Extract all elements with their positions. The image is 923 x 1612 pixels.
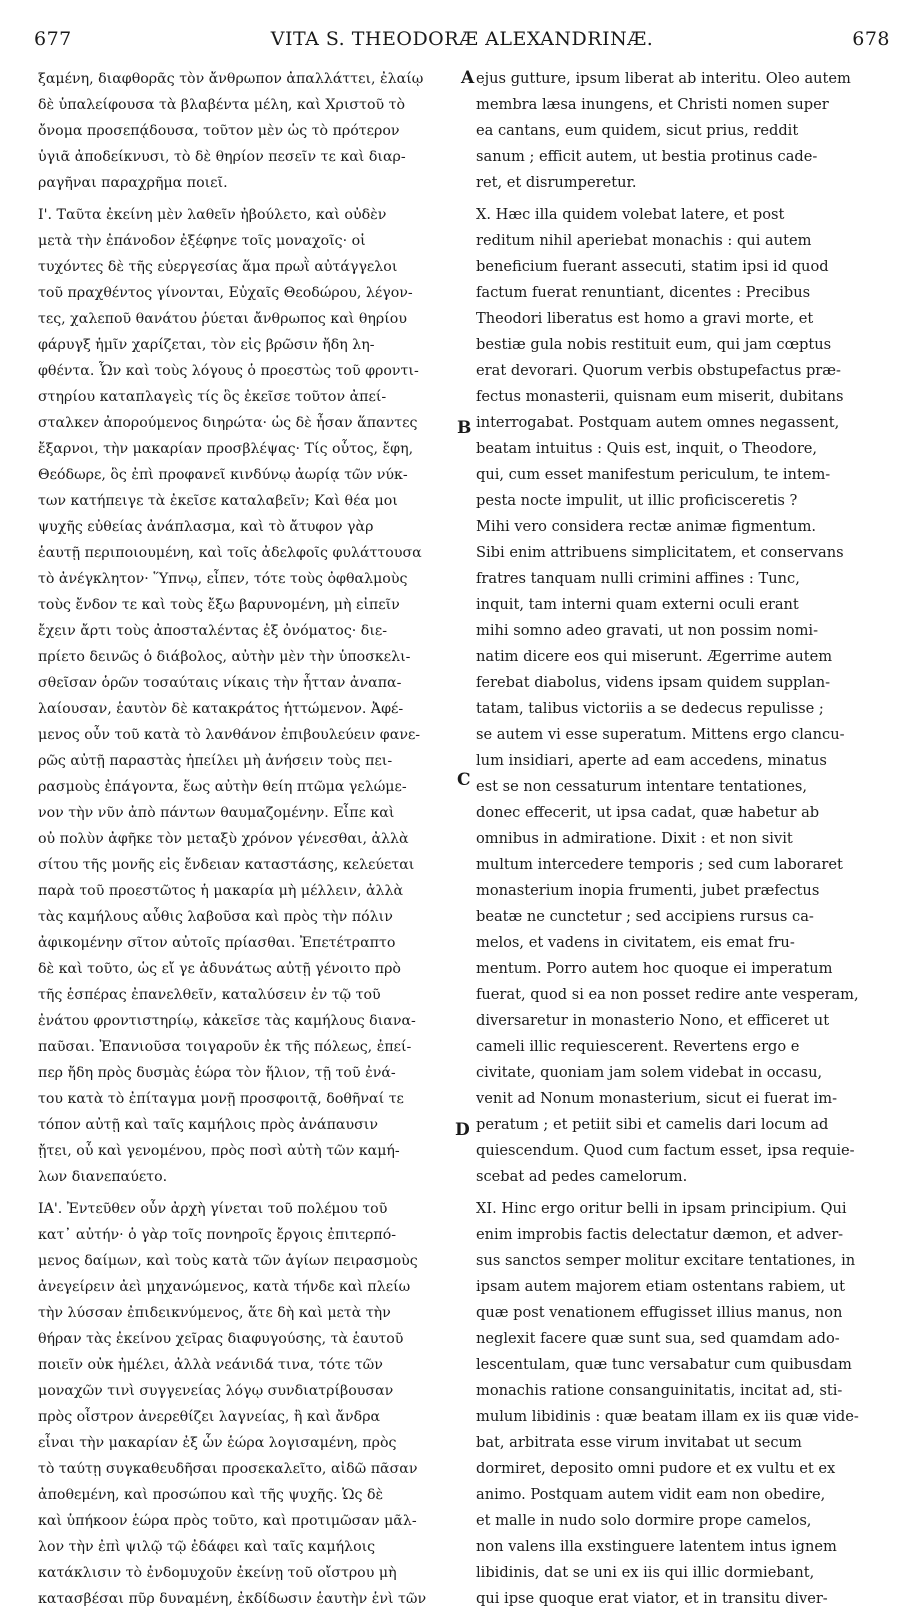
text-line: membra læsa inungens, et Christi nomen super (476, 96, 829, 113)
text-line: erat devorari. Quorum verbis obstupefactus præ- (476, 362, 841, 379)
text-line: ferebat diabolus, videns ipsam quidem supplan- (476, 674, 831, 691)
text-line: κατάκλισιν τὸ ἐνδομυχοῦν ἐκείνῃ τοῦ οἴστρου μὴ (38, 1565, 397, 1581)
text-line: cameli illic requiescerent. Revertens ergo e (476, 1038, 800, 1055)
text-line: fectus monasterii, quisnam eum miserit, dubitans (476, 388, 844, 405)
section-marker-b: B (457, 418, 472, 438)
text-line: τῆς ἑσπέρας ἐπανελθεῖν, καταλύσειν ἐν τῷ τοῦ (38, 987, 381, 1003)
text-line: Mihi vero considera rectæ animæ figmentum. (476, 518, 817, 535)
text-line: beatam intuitus : Quis est, inquit, o Theodore, (476, 440, 818, 457)
text-line: μενος οὖν τοῦ κατὰ τὸ λανθάνον ἐπιβουλεύειν φανε- (38, 727, 421, 743)
text-line: λων διανεπαύετο. (38, 1169, 168, 1185)
text-line: inquit, tam interni quam externi oculi erant (476, 596, 799, 613)
text-line: qui, cum esset manifestum periculum, te intem- (476, 466, 831, 483)
text-line: οὐ πολὺν ἀφῆκε τὸν μεταξὺ χρόνον γένεσθαι, ἀλλὰ (38, 831, 409, 847)
text-line: ρασμοὺς ἐπάγοντα, ἕως αὐτὴν θείη πτῶμα γελώμε- (38, 779, 407, 795)
text-line: monachis ratione consanguinitatis, incitat ad, sti- (476, 1382, 843, 1399)
text-line: πρίετο δεινῶς ὁ διάβολος, αὐτὴν μὲν τὴν ὑποσκελι- (38, 649, 411, 665)
text-line: σταλκεν ἀπορούμενος διηρώτα· ὡς δὲ ἦσαν ἅπαντες (38, 415, 418, 431)
text-line: ret, et disrumperetur. (476, 174, 637, 191)
text-line: ραγῆναι παραχρῆμα ποιεῖ. (38, 175, 228, 191)
text-line: ρῶς αὐτῇ παραστὰς ἠπείλει μὴ ἀνήσειν τοὺς πει- (38, 753, 393, 769)
text-line: civitate, quoniam jam solem videbat in occasu, (476, 1064, 823, 1081)
greek-column (38, 66, 458, 1612)
running-title: VITA S. THEODORÆ ALEXANDRINÆ. (270, 28, 654, 50)
text-line: του κατὰ τὸ ἐπίταγμα μονῇ προσφοιτᾷ, δοθῆναί τε (38, 1091, 404, 1107)
text-line: multum intercedere temporis ; sed cum laboraret (476, 856, 843, 873)
text-line: peratum ; et petiit sibi et camelis dari locum ad (476, 1116, 829, 1133)
text-line: σθεῖσαν ὁρῶν τοσαύταις νίκαις τὴν ἧτταν ἀναπα- (38, 675, 402, 691)
text-line: scebat ad pedes camelorum. (476, 1168, 688, 1185)
text-line: sanum ; efficit autem, ut bestia protinus cade- (476, 148, 818, 165)
text-line: monasterium inopia frumenti, jubet præfectus (476, 882, 820, 899)
text-line: lescentulam, quæ tunc versabatur cum quibusdam (476, 1356, 852, 1373)
text-line: qui ipse quoque erat viator, et in transitu diver- (476, 1590, 828, 1607)
text-line: diversaretur in monasterio Nono, et efficeret ut (476, 1012, 830, 1029)
text-line: bat, arbitrata esse virum invitabat ut secum (476, 1434, 802, 1451)
text-line: τὸ ἀνέγκλητον· Ὕπνῳ, εἶπεν, τότε τοὺς ὀφθαλμοὺς (38, 571, 408, 587)
text-line: venit ad Nonum monasterium, sicut ei fuerat im- (476, 1090, 838, 1107)
text-line: τόπον αὐτῇ καὶ ταῖς καμήλοις πρὸς ἀνάπαυσιν (38, 1117, 378, 1133)
text-line: παῦσαι. Ἐπανιοῦσα τοιγαροῦν ἐκ τῆς πόλεως, ἐπεί- (38, 1039, 412, 1055)
text-line: Θεόδωρε, ὃς ἐπὶ προφανεῖ κινδύνῳ ἀωρίᾳ τῶν νύκ- (38, 467, 408, 483)
section-marker-c: C (457, 770, 471, 790)
text-line: dormiret, deposito omni pudore et ex vultu et ex (476, 1460, 836, 1477)
text-line: beneficium fuerant assecuti, statim ipsi id quod (476, 258, 829, 275)
text-line: enim improbis factis delectatur dæmon, et adver- (476, 1226, 844, 1243)
text-line: et malle in nudo solo dormire prope camelos, (476, 1512, 812, 1529)
text-line: mihi somno adeo gravati, ut non possim nomi- (476, 622, 819, 639)
text-line: bestiæ gula nobis restituit eum, qui jam cœptus (476, 336, 832, 353)
text-line: νον τὴν νῦν ἀπὸ πάντων θαυμαζομένην. Εἶπε καὶ (38, 805, 395, 821)
text-line: ἐνάτου φροντιστηρίῳ, κἀκεῖσε τὰς καμήλους διανα- (38, 1013, 416, 1029)
text-line: ᾔτει, οὗ καὶ γενομένου, πρὸς ποσὶ αὐτὴ τῶν καμή- (38, 1143, 400, 1159)
latin-column (476, 66, 888, 1612)
text-line: ἀνεγείρειν ἀεὶ μηχανώμενος, κατὰ τήνδε καὶ πλείω (38, 1279, 411, 1295)
text-line: ἔξαρνοι, τὴν μακαρίαν προσβλέψας· Τίς οὗτος, ἔφη, (38, 441, 414, 457)
page-number-right: 678 (852, 28, 890, 50)
text-line: quæ post venationem effugisset illius manus, non (476, 1304, 843, 1321)
text-line: τοὺς ἔνδον τε καὶ τοὺς ἔξω βαρυνομένη, μὴ εἰπεῖν (38, 597, 400, 613)
text-line: fratres tanquam nulli crimini affines : Tunc, (476, 570, 800, 587)
text-line: sus sanctos semper molitur excitare tentationes, in (476, 1252, 856, 1269)
text-line: est se non cessaturum intentare tentationes, (476, 778, 807, 795)
text-line: mentum. Porro autem hoc quoque ei imperatum (476, 960, 833, 977)
text-line: animo. Postquam autem vidit eam non obedire, (476, 1486, 826, 1503)
text-line: ἑαυτῇ περιποιουμένη, καὶ τοῖς ἀδελφοῖς φυλάττουσα (38, 545, 422, 561)
text-line: παρὰ τοῦ προεστῶτος ἡ μακαρία μὴ μέλλειν, ἀλλὰ (38, 883, 404, 899)
text-line: factum fuerat renuntiant, dicentes : Precibus (476, 284, 811, 301)
text-line: ψυχῆς εὐθείας ἀνάπλασμα, καὶ τὸ ἄτυφον γὰρ (38, 519, 374, 535)
text-line: omnibus in admiratione. Dixit : et non sivit (476, 830, 793, 847)
text-line: τες, χαλεποῦ θανάτου ῥύεται ἄνθρωπος καὶ θηρίου (38, 311, 407, 327)
text-line: τυχόντες δὲ τῆς εὐεργεσίας ἅμα πρωῒ αὐτάγγελοι (38, 259, 398, 275)
text-line: se autem vi esse superatum. Mittens ergo clancu- (476, 726, 845, 743)
text-line: interrogabat. Postquam autem omnes negassent, (476, 414, 840, 431)
text-line: φάρυγξ ἡμῖν χαρίζεται, τὸν εἰς βρῶσιν ἤδη λη- (38, 337, 375, 353)
text-line: Theodori liberatus est homo a gravi morte, et (476, 310, 814, 327)
text-line: φθέντα. Ὧν καὶ τοὺς λόγους ὁ προεστὼς τοῦ φροντι- (38, 363, 419, 379)
text-line: donec effecerit, ut ipsa cadat, quæ habetur ab (476, 804, 820, 821)
text-line: ἀφικομένην σῖτον αὐτοῖς πρίασθαι. Ἐπετέτραπτο (38, 935, 396, 951)
text-line: ποιεῖν οὐκ ἠμέλει, ἀλλὰ νεάνιδά τινα, τότε τῶν (38, 1357, 383, 1373)
text-line: καὶ ὑπήκοον ἑώρα πρὸς τοῦτο, καὶ προτιμῶσαν μᾶλ- (38, 1513, 417, 1529)
text-line: reditum nihil aperiebat monachis : qui autem (476, 232, 812, 249)
text-line: μετὰ τὴν ἐπάνοδον ἐξέφηνε τοῖς μοναχοῖς· οἱ (38, 233, 366, 249)
text-line: melos, et vadens in civitatem, eis emat fru- (476, 934, 795, 951)
text-line: δὲ καὶ τοῦτο, ὡς εἴ γε ἀδυνάτως αὐτῇ γένοιτο πρὸ (38, 961, 401, 977)
text-line: mulum libidinis : quæ beatam illam ex iis quæ vide- (476, 1408, 859, 1425)
section-marker-a: A (461, 68, 475, 88)
text-line: quiescendum. Quod cum factum esset, ipsa requie- (476, 1142, 855, 1159)
text-line: μοναχῶν τινὶ συγγενείας λόγῳ συνδιατρίβουσαν (38, 1383, 394, 1399)
section-marker-d: D (455, 1120, 470, 1140)
text-line: Sibi enim attribuens simplicitatem, et conservans (476, 544, 844, 561)
text-line: ὄνομα προσεπᾴδουσα, τοῦτον μὲν ὡς τὸ πρότερον (38, 123, 400, 139)
text-line: Ι'. Ταῦτα ἐκείνη μὲν λαθεῖν ἠβούλετο, καὶ οὐδὲν (38, 207, 387, 223)
text-line: X. Hæc illa quidem volebat latere, et post (476, 206, 785, 223)
text-line: XI. Hinc ergo oritur belli in ipsam principium. Qui (476, 1200, 847, 1217)
text-line: lum insidiari, aperte ad eam accedens, minatus (476, 752, 827, 769)
text-line: κατασβέσαι πῦρ δυναμένη, ἐκδίδωσιν ἑαυτὴν ἑνὶ τῶν (38, 1591, 427, 1607)
text-line: εἶναι τὴν μακαρίαν ἐξ ὧν ἑώρα λογισαμένη, πρὸς (38, 1435, 397, 1451)
text-line: κατ᾽ αὐτήν· ὁ γὰρ τοῖς πονηροῖς ἔργοις ἐπιτερπό- (38, 1227, 397, 1243)
text-line: των κατήπειγε τὰ ἐκεῖσε καταλαβεῖν; Καὶ θέα μοι (38, 493, 398, 509)
text-line: pesta nocte impulit, ut illic proficisceretis ? (476, 492, 798, 509)
text-line: ἀποθεμένη, καὶ προσώπου καὶ τῆς ψυχῆς. Ὡς δὲ (38, 1487, 384, 1503)
text-line: ΙΑ'. Ἐντεῦθεν οὖν ἀρχὴ γίνεται τοῦ πολέμου τοῦ (38, 1201, 388, 1217)
text-line: τοῦ πραχθέντος γίνονται, Εὐχαῖς Θεοδώρου, λέγον- (38, 285, 413, 301)
text-line: ὑγιᾶ ἀποδείκνυσι, τὸ δὲ θηρίον πεσεῖν τε καὶ διαρ- (38, 149, 406, 165)
page-number-left: 677 (34, 28, 72, 50)
text-line: μενος δαίμων, καὶ τοὺς κατὰ τῶν ἁγίων πειρασμοὺς (38, 1253, 418, 1269)
text-line: beatæ ne cunctetur ; sed accipiens rursus ca- (476, 908, 814, 925)
text-line: ξαμένη, διαφθορᾶς τὸν ἄνθρωπον ἀπαλλάττει, ἐλαίῳ (38, 71, 424, 87)
text-line: ipsam autem majorem etiam ostentans rabiem, ut (476, 1278, 846, 1295)
text-line: tatam, talibus victoriis a se dedecus repulisse ; (476, 700, 824, 717)
text-line: ἔχειν ἄρτι τοὺς ἀποσταλέντας ἐξ ὀνόματος· διε- (38, 623, 388, 639)
text-line: δὲ ὑπαλείφουσα τὰ βλαβέντα μέλη, καὶ Χριστοῦ τὸ (38, 97, 406, 113)
text-line: ea cantans, eum quidem, sicut prius, reddit (476, 122, 799, 139)
text-line: non valens illa exstinguere latentem intus ignem (476, 1538, 837, 1555)
text-line: σίτου τῆς μονῆς εἰς ἔνδειαν καταστάσης, κελεύεται (38, 857, 415, 873)
text-line: πρὸς οἶστρον ἀνερεθίζει λαγνείας, ἢ καὶ ἄνδρα (38, 1409, 381, 1425)
text-line: στηρίου καταπλαγεὶς τίς ὃς ἐκεῖσε τοῦτον ἀπεί- (38, 389, 387, 405)
text-line: λαίουσαν, ἑαυτὸν δὲ κατακράτος ἡττώμενον. Ἀφέ- (38, 701, 404, 717)
text-line: neglexit facere quæ sunt sua, sed quamdam ado- (476, 1330, 840, 1347)
text-line: natim dicere eos qui miserunt. Ægerrime autem (476, 648, 833, 665)
text-line: τὴν λύσσαν ἐπιδεικνύμενος, ἅτε δὴ καὶ μετὰ τὴν (38, 1305, 391, 1321)
text-line: λον τὴν ἐπὶ ψιλῷ τῷ ἐδάφει καὶ ταῖς καμήλοις (38, 1539, 376, 1555)
text-line: fuerat, quod si ea non posset redire ante vesperam, (476, 986, 859, 1003)
running-header (34, 28, 890, 58)
text-line: τὰς καμήλους αὖθις λαβοῦσα καὶ πρὸς τὴν πόλιν (38, 909, 393, 925)
text-line: περ ἤδη πρὸς δυσμὰς ἑώρα τὸν ἥλιον, τῇ τοῦ ἐνά- (38, 1065, 396, 1081)
text-line: θήραν τὰς ἐκείνου χεῖρας διαφυγούσης, τὰ ἑαυτοῦ (38, 1331, 404, 1347)
text-line: libidinis, dat se uni ex iis qui illic dormiebant, (476, 1564, 815, 1581)
text-line: ejus gutture, ipsum liberat ab interitu. Oleo autem (476, 70, 851, 87)
text-line: τὸ ταύτῃ συγκαθευδῆσαι προσεκαλεῖτο, αἰδῶ πᾶσαν (38, 1461, 418, 1477)
